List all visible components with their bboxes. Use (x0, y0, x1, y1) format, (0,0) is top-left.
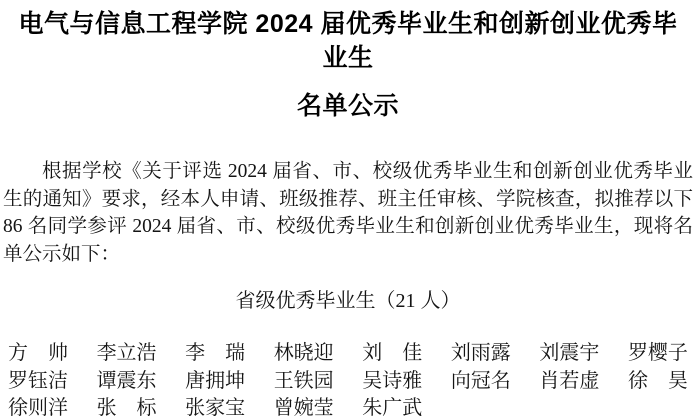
name-item: 方 帅 (8, 342, 68, 364)
name-item: 谭震东 (96, 369, 157, 392)
name-item: 刘震宇 (539, 342, 600, 364)
section-heading-provincial-graduates: 省级优秀毕业生（21 人） (235, 290, 461, 312)
name-item: 罗樱子 (627, 342, 688, 364)
name-item: 向冠名 (450, 369, 511, 392)
document-title-line1: 电气与信息工程学院 2024 届优秀毕业生和创新创业优秀毕业生 (18, 10, 678, 72)
name-item: 徐则洋 (8, 397, 68, 416)
name-item: 罗钰洁 (8, 369, 68, 392)
document-title-line2: 名单公示 (296, 92, 399, 120)
name-item: 曾婉莹 (273, 397, 334, 416)
intro-paragraph: 根据学校《关于评选 2024 届省、市、校级优秀毕业生和创新创业优秀毕业生的通知》要求，经本人申请、班级推荐、班主任审核、学院核查，拟推荐以下 86 名同学参评 2024 届省、市、校级优秀毕业生和创新创业优秀毕业生，现将名单公示如下： (3, 161, 693, 265)
name-item: 刘 佳 (362, 342, 423, 364)
name-item: 李立浩 (96, 342, 157, 364)
name-item: 吴诗雅 (362, 369, 423, 392)
name-item: 刘雨露 (450, 342, 511, 364)
name-item: 肖若虚 (539, 369, 600, 392)
name-item: 唐拥坤 (185, 369, 246, 392)
name-item: 李 瑞 (185, 342, 246, 364)
name-item: 王铁园 (273, 369, 334, 392)
name-item: 朱广武 (362, 397, 423, 416)
name-item: 林晓迎 (273, 342, 334, 364)
name-item: 张 标 (96, 397, 157, 416)
name-item: 张家宝 (185, 397, 246, 416)
names-grid (0, 340, 696, 416)
name-item: 徐 昊 (627, 369, 688, 392)
